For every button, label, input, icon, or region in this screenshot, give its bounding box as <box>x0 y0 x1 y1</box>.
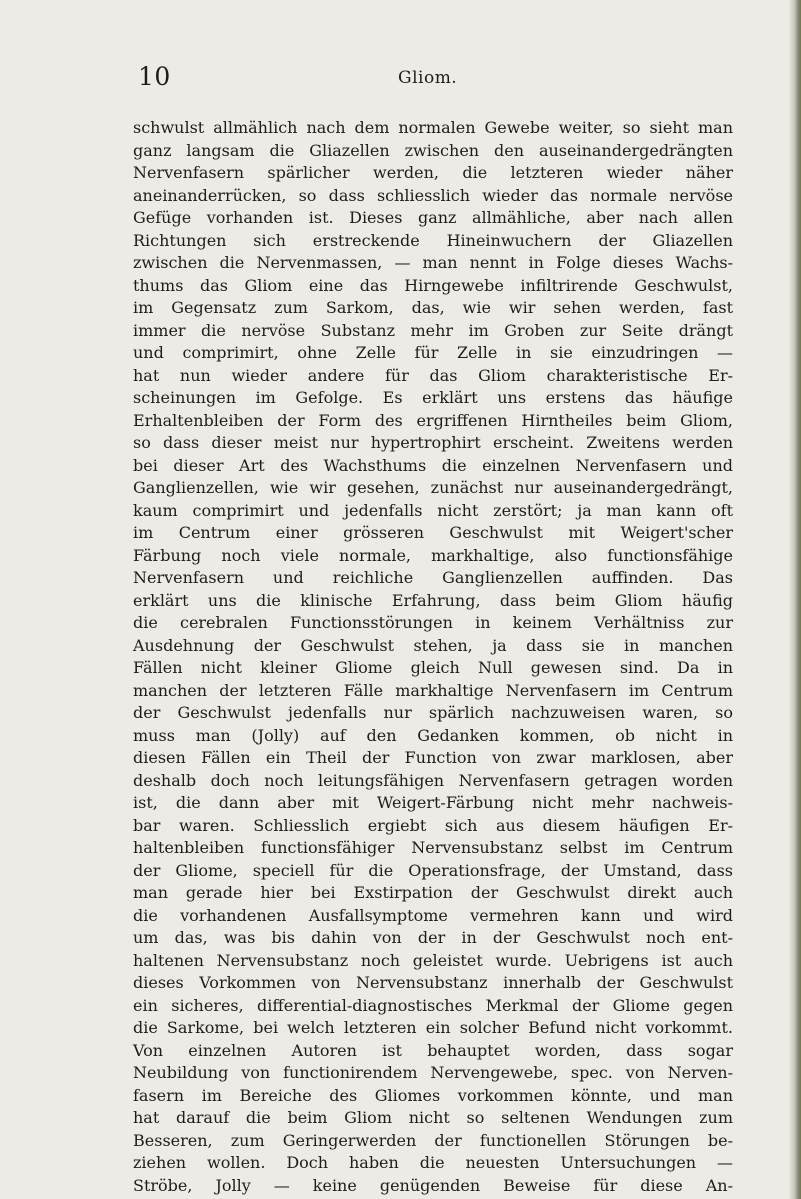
text-line: erklärt uns die klinische Erfahrung, dass beim Gliom häufig <box>133 590 733 610</box>
text-line: Nervenfasern und reichliche Ganglienzellen auffinden. Das <box>133 568 733 587</box>
text-line: dieses Vorkommen von Nervensubstanz innerhalb der Geschwulst <box>133 973 733 992</box>
text-line: man gerade hier bei Exstirpation der Geschwulst direkt auch <box>133 883 733 902</box>
text-line: der Gliome, speciell für die Operationsfrage, der Umstand, dass <box>133 860 733 880</box>
text-line: Gefüge vorhanden ist. Dieses ganz allmähliche, aber nach allen <box>133 208 733 227</box>
page-edge-shadow <box>789 0 801 1199</box>
text-line: im Centrum einer grösseren Geschwulst mit Weigert'scher <box>133 523 733 542</box>
text-line: Von einzelnen Autoren ist behauptet worden, dass sogar <box>133 1040 733 1060</box>
text-line: Besseren, zum Geringerwerden der functionellen Störungen be- <box>133 1130 733 1150</box>
text-line: der Geschwulst jedenfalls nur spärlich nachzuweisen waren, so <box>133 703 733 722</box>
text-line: bei dieser Art des Wachsthums die einzelnen Nervenfasern und <box>133 455 733 475</box>
text-line: die cerebralen Functionsstörungen in keinem Verhältniss zur <box>133 613 733 632</box>
page-number: 10 <box>138 62 171 91</box>
text-line: im Gegensatz zum Sarkom, das, wie wir sehen werden, fast <box>133 298 733 317</box>
text-line: Ströbe, Jolly — keine genügenden Beweise für diese An- <box>133 1175 733 1195</box>
text-line: ist, die dann aber mit Weigert-Färbung nicht mehr nachweis- <box>133 793 733 812</box>
text-line: Neubildung von functionirendem Nervengewebe, spec. von Nerven- <box>133 1063 733 1082</box>
text-line: ziehen wollen. Doch haben die neuesten Untersuchungen — <box>133 1153 733 1172</box>
body-paragraph <box>133 117 733 1197</box>
text-line: kaum comprimirt und jedenfalls nicht zerstört; ja man kann oft <box>133 500 733 520</box>
text-line: Nervenfasern spärlicher werden, die letzteren wieder näher <box>133 163 733 182</box>
running-head: Gliom. <box>398 68 458 88</box>
text-line: Erhaltenbleiben der Form des ergriffenen Hirntheiles beim Gliom, <box>133 410 733 430</box>
text-line: um das, was bis dahin von der in der Geschwulst noch ent- <box>133 928 733 947</box>
text-line: zwischen die Nervenmassen, — man nennt in Folge dieses Wachs- <box>133 253 733 272</box>
text-line: diesen Fällen ein Theil der Function von zwar marklosen, aber <box>133 748 733 767</box>
text-line: Färbung noch viele normale, markhaltige, also functionsfähige <box>133 545 733 565</box>
text-line: aneinanderrücken, so dass schliesslich wieder das normale nervöse <box>133 185 733 205</box>
text-line: manchen der letzteren Fälle markhaltige Nervenfasern im Centrum <box>133 680 733 700</box>
text-line: immer die nervöse Substanz mehr im Groben zur Seite drängt <box>133 320 733 340</box>
text-line: haltenbleiben functionsfähiger Nervensubstanz selbst im Centrum <box>133 838 733 857</box>
text-line: hat darauf die beim Gliom nicht so seltenen Wendungen zum <box>133 1108 733 1127</box>
text-line: bar waren. Schliesslich ergiebt sich aus diesem häufigen Er- <box>133 815 733 835</box>
text-line: so dass dieser meist nur hypertrophirt erscheint. Zweitens werden <box>133 433 733 452</box>
text-line: ein sicheres, differential-diagnostisches Merkmal der Gliome gegen <box>133 995 733 1015</box>
text-line: fasern im Bereiche des Gliomes vorkommen könnte, und man <box>133 1085 733 1105</box>
text-line: hat nun wieder andere für das Gliom charakteristische Er- <box>133 365 733 385</box>
text-line: thums das Gliom eine das Hirngewebe infiltrirende Geschwulst, <box>133 275 733 295</box>
text-line: haltenen Nervensubstanz noch geleistet wurde. Uebrigens ist auch <box>133 950 733 970</box>
text-line: Richtungen sich erstreckende Hineinwuchern der Gliazellen <box>133 230 733 250</box>
text-line: und comprimirt, ohne Zelle für Zelle in sie einzudringen — <box>133 343 733 362</box>
text-line: scheinungen im Gefolge. Es erklärt uns erstens das häufige <box>133 388 733 407</box>
text-line: ganz langsam die Gliazellen zwischen den auseinandergedrängten <box>133 140 733 160</box>
text-line: deshalb doch noch leitungsfähigen Nervenfasern getragen worden <box>133 770 733 790</box>
text-line: die Sarkome, bei welch letzteren ein solcher Befund nicht vorkommt. <box>133 1018 733 1037</box>
text-line: Fällen nicht kleiner Gliome gleich Null gewesen sind. Da in <box>133 658 733 677</box>
text-line: schwulst allmählich nach dem normalen Gewebe weiter, so sieht man <box>133 118 733 137</box>
text-line: Ganglienzellen, wie wir gesehen, zunächst nur auseinandergedrängt, <box>133 478 733 497</box>
text-line: Ausdehnung der Geschwulst stehen, ja dass sie in manchen <box>133 635 733 655</box>
text-line: muss man (Jolly) auf den Gedanken kommen, ob nicht in <box>133 725 733 745</box>
text-line: die vorhandenen Ausfallsymptome vermehren kann und wird <box>133 905 733 925</box>
